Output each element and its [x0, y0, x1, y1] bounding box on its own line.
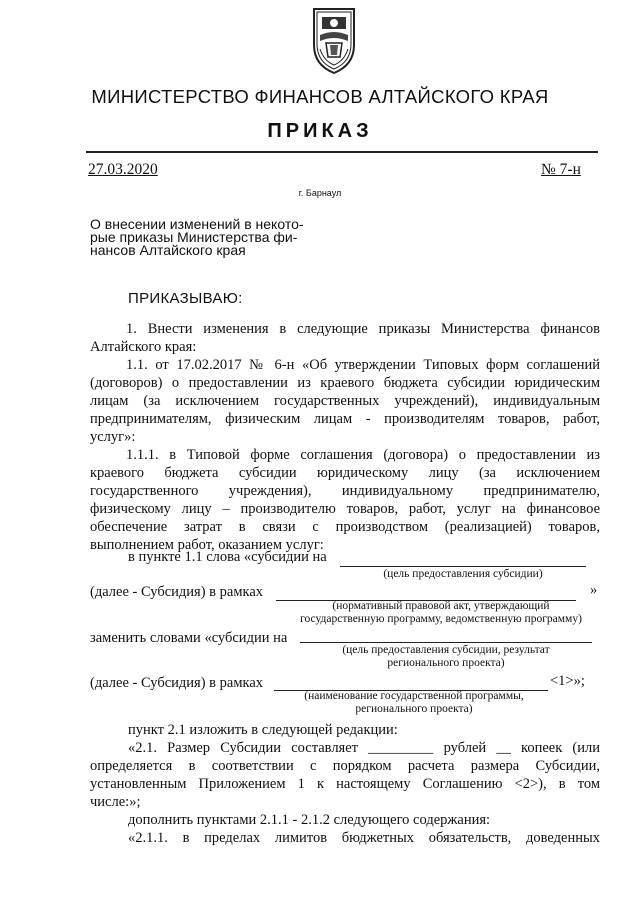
order-subject: [90, 218, 304, 257]
body-line: определяется в соответствии с порядком расчета размера Субсидии,: [90, 758, 600, 774]
body-line: услуг»:: [90, 429, 136, 445]
fill-line: [340, 566, 586, 567]
subject-line: О внесении изменений в некото-: [90, 216, 304, 232]
orders-word: ПРИКАЗЫВАЮ:: [128, 290, 243, 307]
body-line: «2.1. Размер Субсидии составляет _________ рублей __ копеек (или: [128, 740, 600, 756]
form-line: заменить словами «субсидии на: [90, 630, 288, 646]
field-caption: (цель предоставления субсидии): [383, 568, 543, 580]
body-line: краевого бюджета субсидии юридическому лицу (за исключением: [90, 465, 600, 481]
form-line: (далее - Субсидия) в рамках: [90, 675, 264, 691]
body-line: (договоров) о предоставлении из краевого бюджета субсидии юридическим: [90, 375, 600, 391]
subject-line: нансов Алтайского края: [90, 242, 246, 258]
field-caption: регионального проекта): [355, 703, 473, 715]
body-line: «2.1.1. в пределах лимитов бюджетных обязательств, доведенных: [128, 830, 600, 846]
city: г. Барнаул: [298, 188, 342, 198]
document-type: ПРИКАЗ: [267, 120, 373, 142]
fill-line: [300, 642, 592, 643]
body-line: физическому лицу – производителю товаров, работ, услуг на финансовое: [90, 501, 600, 517]
field-caption: (цель предоставления субсидии, результат: [342, 644, 550, 656]
form-line: в пункте 1.1 слова «субсидии на: [128, 549, 327, 565]
body-line: 1. Внести изменения в следующие приказы Министерства финансов: [126, 321, 600, 337]
body-line: числе:»;: [90, 794, 141, 810]
form-line-end: <1>»;: [550, 673, 585, 689]
body-line: 1.1.1. в Типовой форме соглашения (договора) о предоставлении из: [126, 447, 600, 463]
body-line: 1.1. от 17.02.2017 № 6-н «Об утверждении Типовых форм соглашений: [126, 357, 600, 373]
ministry-title: МИНИСТЕРСТВО ФИНАНСОВ АЛТАЙСКОГО КРАЯ: [91, 86, 549, 107]
field-caption: регионального проекта): [387, 657, 505, 669]
field-caption: государственную программу, ведомственную программу): [300, 613, 582, 625]
form-line-end: »: [590, 582, 598, 598]
field-caption: (наименование государственной программы,: [304, 690, 524, 702]
body-line: Алтайского края:: [90, 339, 197, 355]
subject-line: рые приказы Министерства фи-: [90, 229, 298, 245]
body-line: пункт 2.1 изложить в следующей редакции:: [128, 722, 398, 738]
form-line: (далее - Субсидия) в рамках: [90, 584, 264, 600]
order-number: № 7-н: [541, 161, 581, 178]
header-divider: [86, 151, 598, 153]
field-caption: (нормативный правовой акт, утверждающий: [332, 600, 550, 612]
body-line: государственного учреждения), индивидуальному предпринимателю,: [90, 483, 600, 499]
body-line: обеспечение затрат в связи с производством (реализацией) товаров,: [90, 519, 600, 535]
body-line: выполнением работ, оказанием услуг:: [90, 537, 324, 553]
coat-of-arms-emblem: [306, 5, 362, 77]
body-line: лицам (за исключением государственных учреждений), индивидуальным: [90, 393, 600, 409]
body-line: предпринимателям, физическим лицам - производителям товаров, работ,: [90, 411, 600, 427]
order-date: 27.03.2020: [88, 161, 158, 178]
body-line: установленным Приложением 1 к настоящему Соглашению <2>), в том: [90, 776, 600, 792]
body-line: дополнить пунктами 2.1.1 - 2.1.2 следующего содержания:: [128, 812, 491, 828]
